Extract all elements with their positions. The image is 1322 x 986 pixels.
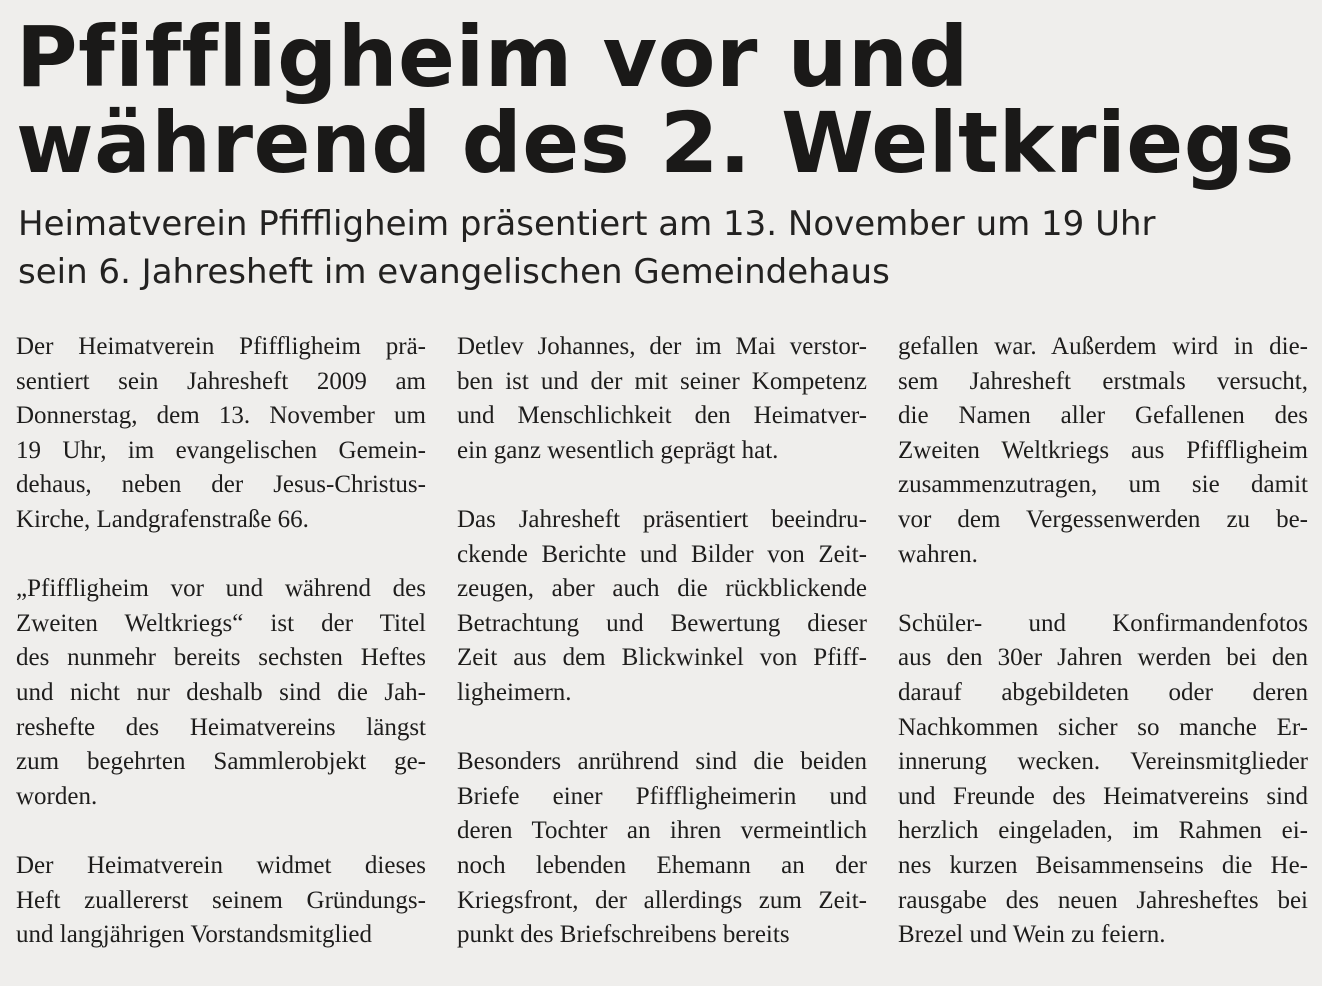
body-line: Heft zuallererst seinem Gründungs- (16, 886, 426, 914)
body-line: und Freunde des Heimatvereins sind (898, 782, 1308, 810)
body-line: innerung wecken. Vereinsmitglieder (898, 748, 1308, 776)
body-line: Schüler- und Konfirmandenfotos (898, 609, 1308, 637)
body-line: wahren. (898, 540, 978, 568)
subheadline-line: sein 6. Jahresheft im evangelischen Gemeindehaus (18, 252, 890, 292)
body-line: rausgabe des neuen Jahresheftes bei (898, 886, 1308, 914)
body-line: und nicht nur deshalb sind die Jah- (16, 678, 426, 706)
body-line: Kriegsfront, der allerdings zum Zeit- (457, 886, 867, 914)
body-line: Betrachtung und Bewertung dieser (457, 609, 867, 637)
headline-line: Pfiffligheim vor und (16, 8, 969, 106)
body-paragraph (898, 330, 1308, 572)
article-subheadline (18, 200, 1306, 296)
body-line: ein ganz wesentlich geprägt hat. (457, 436, 779, 464)
body-line: Der Heimatverein Pfiffligheim prä- (16, 333, 426, 360)
text-column-2 (457, 330, 867, 953)
body-line: sem Jahresheft erstmals versucht, (898, 367, 1308, 395)
body-paragraph (898, 607, 1308, 953)
text-column-3 (898, 330, 1308, 953)
body-line: dehaus, neben der Jesus-Christus- (16, 471, 426, 499)
body-line: ckende Berichte und Bilder von Zeit- (457, 540, 867, 568)
body-line: vor dem Vergessenwerden zu be- (898, 505, 1308, 533)
body-line: zeugen, aber auch die rückblickende (457, 575, 867, 603)
body-line: ligheimern. (457, 678, 572, 706)
body-line: und langjährigen Vorstandsmitglied (16, 921, 372, 949)
body-paragraph (457, 745, 867, 953)
body-line: ben ist und der mit seiner Kompetenz (457, 367, 867, 395)
body-line: aus den 30er Jahren werden bei den (898, 644, 1308, 672)
body-line: Zweiten Weltkriegs“ ist der Titel (16, 609, 426, 637)
body-line: die Namen aller Gefallenen des (898, 402, 1308, 430)
body-line: Besonders anrührend sind die beiden (457, 748, 867, 776)
text-column-1 (16, 330, 426, 953)
body-line: zum begehrten Sammlerobjekt ge- (16, 748, 426, 776)
body-line: zusammenzutragen, um sie damit (898, 471, 1308, 499)
body-line: gefallen war. Außerdem wird in die- (898, 333, 1308, 360)
article-headline (16, 8, 1306, 192)
subheadline-line: Heimatverein Pfiffligheim präsentiert am 13. November um 19 Uhr (18, 204, 1156, 244)
body-line: Briefe einer Pfiffligheimerin und (457, 782, 867, 810)
body-line: reshefte des Heimatvereins längst (16, 713, 426, 741)
body-line: Donnerstag, dem 13. November um (16, 402, 426, 430)
body-line: Das Jahresheft präsentiert beeindru- (457, 505, 867, 533)
article-body (16, 330, 1308, 953)
body-line: Detlev Johannes, der im Mai verstor- (457, 333, 867, 360)
body-line: Der Heimatverein widmet dieses (16, 851, 426, 879)
body-line: 19 Uhr, im evangelischen Gemein- (16, 436, 426, 464)
body-paragraph (16, 849, 426, 953)
body-line: punkt des Briefschreibens bereits (457, 921, 790, 949)
body-line: Nachkommen sicher so manche Er- (898, 713, 1308, 741)
body-line: herzlich eingeladen, im Rahmen ei- (898, 817, 1308, 845)
body-line: sentiert sein Jahresheft 2009 am (16, 367, 426, 395)
body-line: Zeit aus dem Blickwinkel von Pfiff- (457, 644, 867, 672)
body-line: und Menschlichkeit den Heimatver- (457, 402, 867, 430)
body-line: Kirche, Landgrafenstraße 66. (16, 505, 309, 533)
body-paragraph (457, 330, 867, 468)
body-paragraph (16, 330, 426, 538)
body-paragraph (16, 572, 426, 814)
body-line: worden. (16, 782, 98, 810)
body-line: noch lebenden Ehemann an der (457, 851, 867, 879)
body-line: darauf abgebildeten oder deren (898, 678, 1308, 706)
body-line: deren Tochter an ihren vermeintlich (457, 817, 867, 845)
body-line: nes kurzen Beisammenseins die He- (898, 851, 1308, 879)
body-line: des nunmehr bereits sechsten Heftes (16, 644, 426, 672)
body-line: „Pfiffligheim vor und während des (16, 575, 426, 603)
body-line: Zweiten Weltkriegs aus Pfiffligheim (898, 436, 1308, 464)
body-paragraph (457, 503, 867, 711)
body-line: Brezel und Wein zu feiern. (898, 921, 1166, 949)
headline-line: während des 2. Weltkriegs (16, 94, 1295, 192)
